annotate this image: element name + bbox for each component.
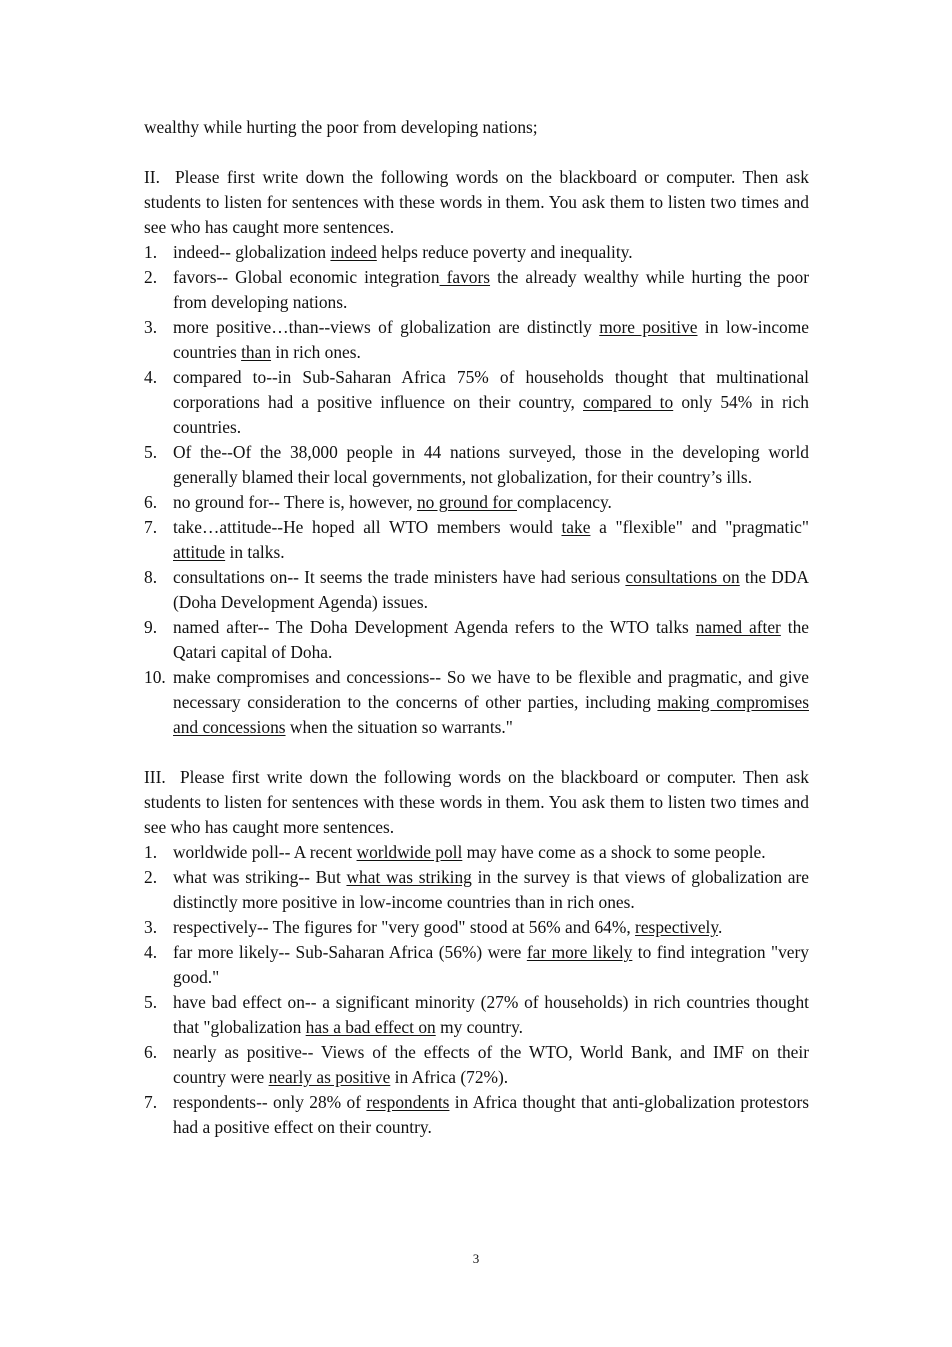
item-text: worldwide poll-- A recent (173, 842, 357, 862)
spacer (144, 740, 809, 765)
list-item (144, 865, 809, 915)
list-item (144, 240, 809, 265)
item-text: my country. (435, 1017, 523, 1037)
list-item-number: 5. (144, 992, 158, 1012)
list-item-number: 8. (144, 567, 158, 587)
section-3-intro (144, 765, 809, 840)
list-item (144, 990, 809, 1040)
list-item (144, 915, 809, 940)
item-text: indeed-- globalization (173, 242, 331, 262)
underlined-phrase: nearly as positive (268, 1067, 391, 1087)
underlined-phrase: named after (695, 617, 781, 637)
item-text: helps reduce poverty and inequality. (376, 242, 633, 262)
underlined-phrase: indeed (330, 242, 377, 262)
list-item-number: 7. (144, 517, 158, 537)
list-item (144, 565, 809, 615)
document-page (144, 115, 809, 1140)
list-item-number: 2. (144, 267, 158, 287)
underlined-phrase: worldwide poll (356, 842, 463, 862)
underlined-phrase: take (561, 517, 591, 537)
item-text: what was striking-- But (173, 867, 347, 887)
list-item-number: 5. (144, 442, 158, 462)
list-item-number: 2. (144, 867, 158, 887)
item-text: in low-income countries (173, 317, 809, 362)
item-text: . (717, 917, 723, 937)
list-item (144, 1040, 809, 1090)
underlined-phrase: what was striking (346, 867, 472, 887)
list-item-number: 3. (144, 317, 158, 337)
item-text: respectively-- The figures for "very good" stood at 56% and 64%, (173, 917, 636, 937)
list-item (144, 490, 809, 515)
item-text: have bad effect on-- a significant minority (27% of households) in rich countries thought that "globalization (173, 992, 809, 1037)
lead-line: wealthy while hurting the poor from developing nations; (144, 117, 538, 137)
item-text: nearly as positive-- Views of the effects of the WTO, World Bank, and IMF on their country were (173, 1042, 809, 1087)
underlined-phrase: no ground for (416, 492, 517, 512)
underlined-phrase: compared to (583, 392, 674, 412)
item-text: consultations on-- It seems the trade ministers have had serious (173, 567, 626, 587)
item-text: in rich ones. (271, 342, 361, 362)
section-2-intro (144, 165, 809, 240)
item-text: the DDA (Doha Development Agenda) issues. (173, 567, 809, 612)
list-item-number: 6. (144, 1042, 158, 1062)
underlined-phrase: making compromises and concessions (173, 692, 809, 737)
underlined-phrase: favors (439, 267, 491, 287)
item-text: compared to--in Sub-Saharan Africa 75% of households thought that multinational corporations had a positive influence on their country, (173, 367, 809, 412)
item-text: far more likely-- Sub-Saharan Africa (56%) were (173, 942, 527, 962)
list-item (144, 665, 809, 740)
item-text: in talks. (225, 542, 285, 562)
list-item (144, 615, 809, 665)
item-text: take…attitude--He hoped all WTO members would (173, 517, 562, 537)
item-text: the already wealthy while hurting the poor from developing nations. (173, 267, 809, 312)
list-item (144, 1090, 809, 1140)
underlined-phrase: more positive (599, 317, 698, 337)
item-text: no ground for-- There is, however, (173, 492, 417, 512)
item-text: only 54% in rich countries. (173, 392, 810, 437)
list-item-number: 10. (144, 667, 166, 687)
list-item (144, 840, 809, 865)
list-item-number: 9. (144, 617, 158, 637)
item-text: respondents-- only 28% of (173, 1092, 367, 1112)
list-item (144, 365, 809, 440)
item-text: in Africa thought that anti-globalization protestors had a positive effect on their country. (173, 1092, 810, 1137)
list-item-number: 4. (144, 942, 158, 962)
underlined-phrase: attitude (173, 542, 226, 562)
underlined-phrase: far more likely (526, 942, 633, 962)
section-3-list (144, 840, 809, 1140)
list-item-number: 4. (144, 367, 158, 387)
item-text: a "flexible" and "pragmatic" (590, 517, 809, 537)
item-text: may have come as a shock to some people. (462, 842, 766, 862)
item-text: favors-- Global economic integration (173, 267, 440, 287)
item-text: named after-- The Doha Development Agenda refers to the WTO talks (173, 617, 696, 637)
list-item (144, 315, 809, 365)
list-item (144, 265, 809, 315)
section-2-list (144, 240, 809, 740)
list-item-number: 7. (144, 1092, 158, 1112)
list-item-number: 1. (144, 242, 158, 262)
list-item-number: 3. (144, 917, 158, 937)
item-text: in the survey is that views of globalization are distinctly more positive in low-income countries than in rich ones. (173, 867, 810, 912)
section-3-intro-text: Please first write down the following words on the blackboard or computer. Then ask students to listen for sentences with these words in them. You ask them to listen two times and see who has caught more sentences. (144, 767, 809, 837)
underlined-phrase: has a bad effect on (305, 1017, 436, 1037)
list-item (144, 440, 809, 490)
item-text: Of the--Of the 38,000 people in 44 nations surveyed, those in the developing world generally blamed their local governments, not globalization, for their country’s ills. (173, 442, 809, 487)
underlined-phrase: than (241, 342, 272, 362)
section-2-heading: II. (144, 167, 160, 187)
page-number: 3 (472, 1251, 480, 1266)
item-text: the Qatari capital of Doha. (173, 617, 809, 662)
section-3-heading: III. (144, 767, 166, 787)
list-item (144, 940, 809, 990)
item-text: when the situation so warrants." (285, 717, 513, 737)
underlined-phrase: respectively (635, 917, 718, 937)
item-text: complacency. (516, 492, 612, 512)
list-item-number: 6. (144, 492, 158, 512)
section-2-intro-text: Please first write down the following words on the blackboard or computer. Then ask students to listen for sentences with these words in them. You ask them to listen two times and see who has caught more sentences. (144, 167, 809, 237)
spacer (144, 140, 809, 165)
item-text: in Africa (72%). (390, 1067, 509, 1087)
item-text: make compromises and concessions-- So we have to be flexible and pragmatic, and give necessary consideration to the concerns of other parties, including (173, 667, 809, 712)
list-item (144, 515, 809, 565)
underlined-phrase: respondents (366, 1092, 450, 1112)
underlined-phrase: consultations on (625, 567, 740, 587)
item-text: more positive…than--views of globalization are distinctly (173, 317, 600, 337)
item-text: to find integration "very good." (173, 942, 809, 987)
list-item-number: 1. (144, 842, 158, 862)
